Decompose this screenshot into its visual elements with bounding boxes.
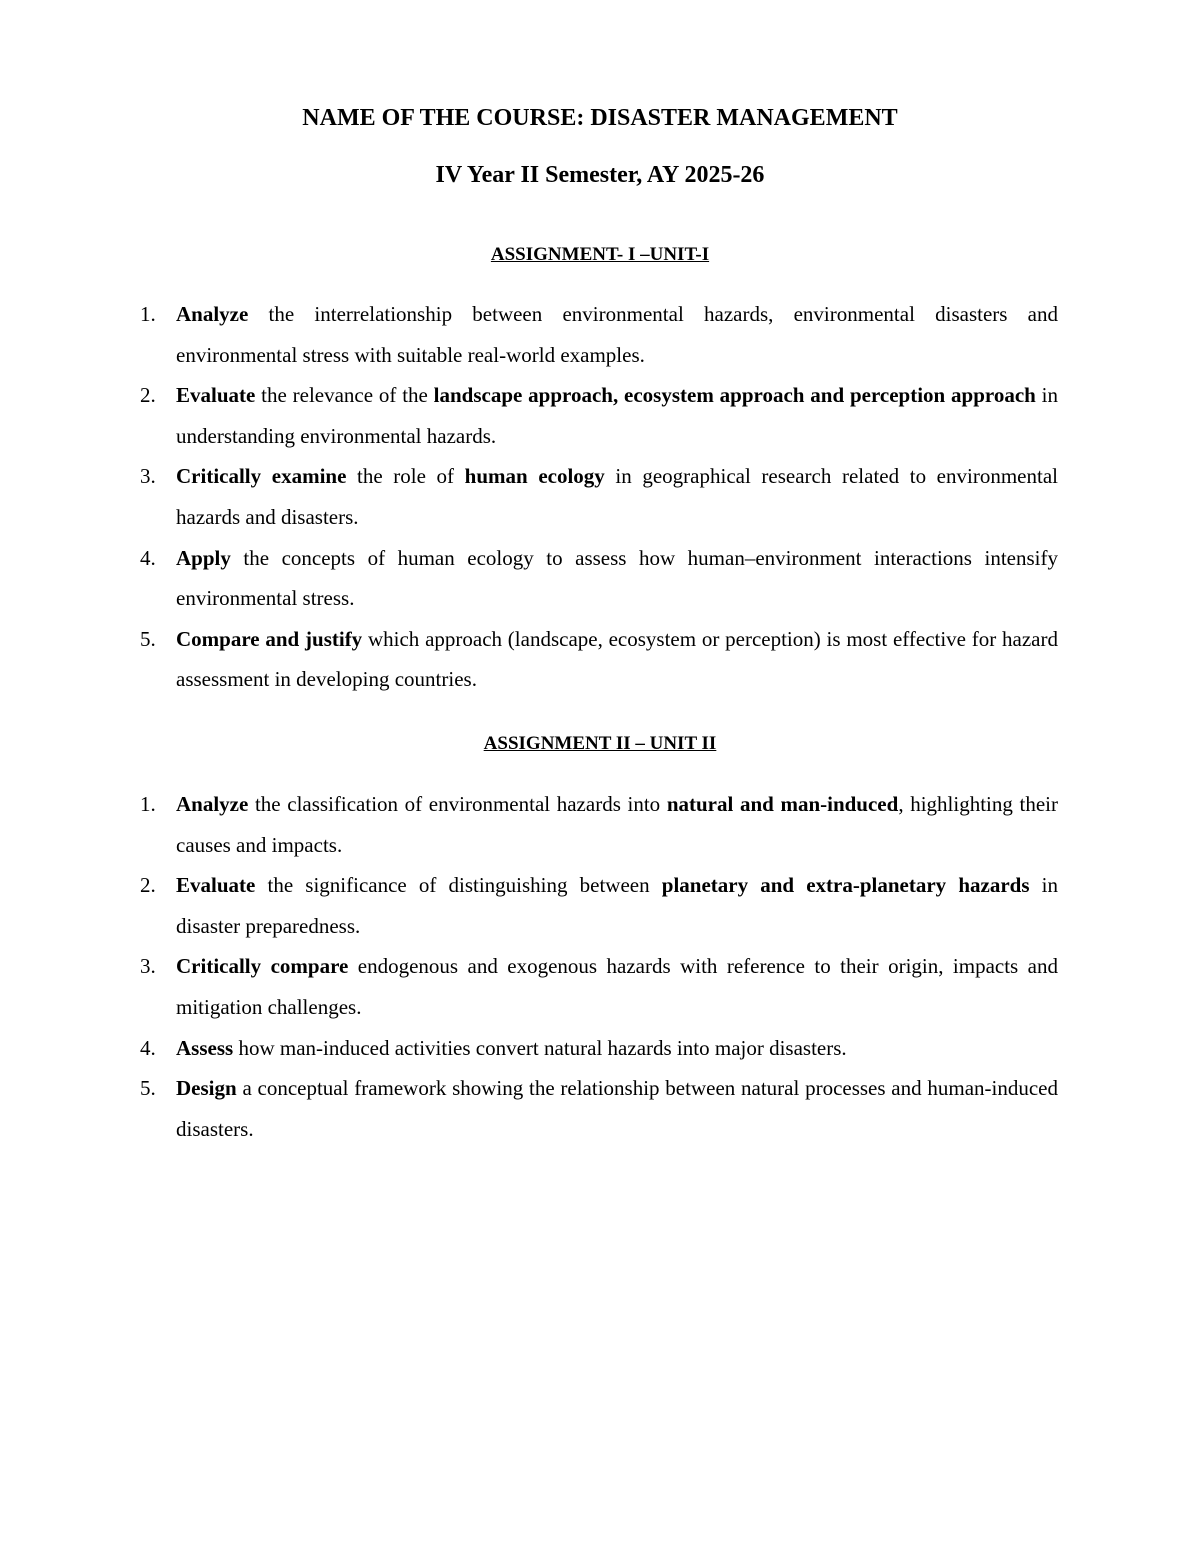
assignment-2-heading: ASSIGNMENT II – UNIT II xyxy=(483,733,717,754)
item-text: , highlighting their causes and impacts. xyxy=(176,792,1058,857)
list-item xyxy=(140,456,1058,537)
item-keyword: Apply xyxy=(176,545,231,570)
item-keyword: Evaluate xyxy=(176,383,256,408)
assignment-1-list xyxy=(140,294,1059,700)
item-number: 4. xyxy=(140,1035,156,1060)
item-number: 1. xyxy=(140,302,156,326)
semester-title: IV Year II Semester, AY 2025-26 xyxy=(435,162,765,188)
item-text: the relevance of the xyxy=(255,383,434,408)
item-number: 1. xyxy=(140,792,156,816)
item-text: the role of xyxy=(346,464,465,489)
list-item xyxy=(140,538,1058,619)
item-keyword: Evaluate xyxy=(176,873,256,898)
list-item xyxy=(140,1028,1058,1069)
item-number: 5. xyxy=(140,626,156,651)
item-number: 3. xyxy=(140,464,156,489)
item-text: the interrelationship between environmental hazards, environmental disasters and environmental stress with suitable real-world examples. xyxy=(176,302,1058,367)
item-keyword: natural and man-induced xyxy=(666,792,899,816)
item-keyword: Analyze xyxy=(176,792,249,816)
item-number: 4. xyxy=(140,545,156,570)
item-keyword: Design xyxy=(176,1076,237,1101)
item-keyword: Compare and justify xyxy=(176,626,363,651)
assignment-2-list xyxy=(140,784,1058,1149)
item-text: endogenous and exogenous hazards with reference to their origin, impacts and mitigation challenges. xyxy=(176,954,1058,1019)
item-number: 5. xyxy=(140,1076,156,1101)
item-keyword: Analyze xyxy=(176,302,249,326)
list-item xyxy=(140,1068,1058,1149)
item-text: which approach (landscape, ecosystem or perception) is most effective for hazard assessment in developing countries. xyxy=(176,626,1059,692)
course-title: NAME OF THE COURSE: DISASTER MANAGEMENT xyxy=(302,105,898,131)
list-item xyxy=(140,784,1058,865)
item-number: 2. xyxy=(140,383,156,408)
item-number: 3. xyxy=(140,954,156,979)
item-number: 2. xyxy=(140,873,156,898)
item-keyword: Assess xyxy=(176,1035,234,1060)
list-item xyxy=(140,294,1058,375)
assignment-1-heading: ASSIGNMENT- I –UNIT-I xyxy=(490,244,710,265)
list-item xyxy=(140,619,1059,700)
item-keyword: planetary and extra-planetary hazards xyxy=(661,873,1030,898)
item-keyword: Critically compare xyxy=(176,954,349,979)
item-text: in understanding environmental hazards. xyxy=(176,383,1058,448)
item-text: in geographical research related to environmental hazards and disasters. xyxy=(176,464,1058,529)
list-item xyxy=(140,946,1058,1027)
item-text: in disaster preparedness. xyxy=(176,873,1058,938)
item-text: the concepts of human ecology to assess how human–environment interactions intensify environmental stress. xyxy=(176,545,1058,611)
item-text: the classification of environmental hazards into xyxy=(248,792,667,816)
item-keyword: landscape approach, ecosystem approach and perception approach xyxy=(433,383,1036,408)
item-keyword: Critically examine xyxy=(176,464,347,489)
list-item xyxy=(140,375,1058,456)
item-text: how man-induced activities convert natural hazards into major disasters. xyxy=(233,1035,847,1060)
item-text: a conceptual framework showing the relationship between natural processes and human-induced disasters. xyxy=(176,1076,1058,1141)
item-text: the significance of distinguishing between xyxy=(255,873,662,898)
item-keyword: human ecology xyxy=(464,464,605,489)
list-item xyxy=(140,865,1058,946)
